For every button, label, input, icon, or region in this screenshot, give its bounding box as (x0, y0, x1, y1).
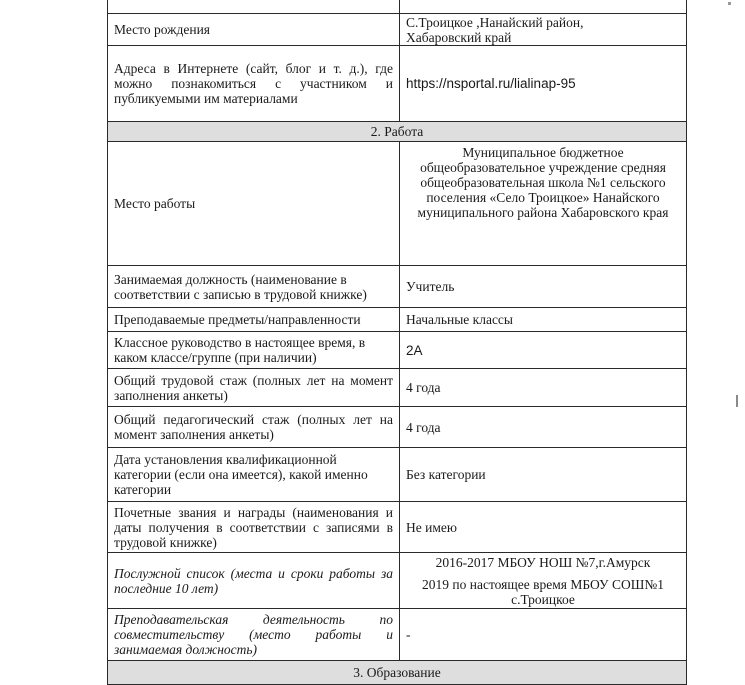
table-row-birthplace (108, 14, 687, 46)
section-header-work (108, 122, 687, 142)
ped-experience-label: Общий педагогический стаж (полных лет на момент заполнения анкеты) (108, 407, 400, 448)
birthplace-value (400, 14, 687, 46)
section-title-education: 3. Образование (108, 661, 687, 685)
ped-experience-value: 4 года (400, 407, 687, 448)
table-row-previous (108, 0, 687, 14)
position-label: Занимаемая должность (наименование в соответствии с записью в трудовой книжке) (108, 266, 400, 308)
total-experience-label: Общий трудовой стаж (полных лет на момент заполнения анкеты) (108, 369, 400, 407)
table-row-class (108, 332, 687, 369)
work-history-line3: с.Троицкое (511, 591, 575, 607)
internet-value: https://nsportal.ru/lialinap-95 (400, 46, 687, 122)
table-row-category (108, 448, 687, 502)
workplace-value: Муниципальное бюджетное общеобразовательное учреждение средняя общеобразовательная школа №1 сельского поселения «Село Троицкое» Нанайского муниципального района Хабаровского края (400, 142, 687, 266)
previous-row-right-cell (400, 0, 687, 14)
birthplace-label: Место рождения (108, 14, 400, 46)
awards-value: Не имею (400, 502, 687, 553)
table-row-internet (108, 46, 687, 122)
previous-row-left-cell (108, 0, 400, 14)
subjects-value: Начальные классы (400, 308, 687, 332)
workplace-label: Место работы (108, 142, 400, 266)
subjects-label: Преподаваемые предметы/направленности (108, 308, 400, 332)
work-history-value (400, 553, 687, 609)
birthplace-value-line2: Хабаровский край (406, 29, 512, 45)
participant-form-table (107, 0, 687, 685)
scan-artifact-dot (728, 2, 731, 5)
birthplace-value-line1: С.Троицкое ,Нанайский район, (406, 14, 584, 30)
table-row-position (108, 266, 687, 308)
section-header-education (108, 661, 687, 685)
total-experience-value: 4 года (400, 369, 687, 407)
class-value: 2А (400, 332, 687, 369)
awards-label: Почетные звания и награды (наименования и даты получения в соответствии с записями в трудовой книжке) (108, 502, 400, 553)
category-label: Дата установления квалификационной категории (если она имеется), какой именно категории (108, 448, 400, 502)
table-row-workplace (108, 142, 687, 266)
category-value: Без категории (400, 448, 687, 502)
work-history-line2: 2019 по настоящее время МБОУ СОШ№1 (422, 576, 664, 592)
scan-artifact-mark (736, 395, 738, 407)
internet-label: Адреса в Интернете (сайт, блог и т. д.), где можно познакомиться с участником и публикуемыми им материалами (108, 46, 400, 122)
table-row-ped-experience (108, 407, 687, 448)
table-row-subjects (108, 308, 687, 332)
class-label: Классное руководство в настоящее время, в каком классе/группе (при наличии) (108, 332, 400, 369)
part-time-value: - (400, 609, 687, 661)
table-row-awards (108, 502, 687, 553)
table-row-work-history (108, 553, 687, 609)
work-history-line1: 2016-2017 МБОУ НОШ №7,г.Амурск (435, 554, 651, 570)
position-value: Учитель (400, 266, 687, 308)
section-title-work: 2. Работа (108, 122, 687, 142)
part-time-label: Преподавательская деятельность по совместительству (место работы и занимаемая должность) (108, 609, 400, 661)
work-history-label: Послужной список (места и сроки работы за последние 10 лет) (108, 553, 400, 609)
table-row-total-experience (108, 369, 687, 407)
table-row-part-time (108, 609, 687, 661)
